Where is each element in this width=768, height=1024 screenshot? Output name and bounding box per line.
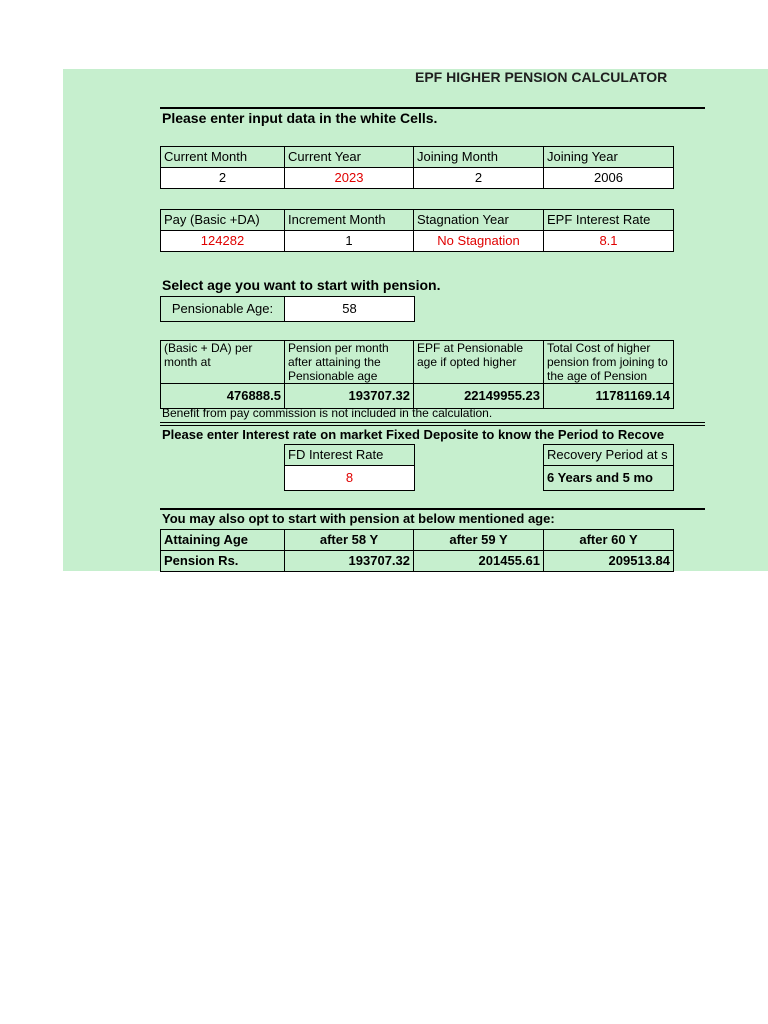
joining-month-input[interactable]: 2 — [414, 168, 544, 189]
page-title: EPF HIGHER PENSION CALCULATOR — [415, 69, 668, 85]
age-option-59: after 59 Y — [414, 530, 544, 551]
joining-year-header: Joining Year — [544, 147, 674, 168]
epf-at-pensionable-age-header: EPF at Pensionable age if opted higher — [414, 341, 544, 384]
instruction-text: Please enter input data in the white Cells. — [162, 110, 438, 126]
note-text: Benefit from pay commission is not included in the calculation. — [162, 406, 493, 420]
age-prompt: Select age you want to start with pension. — [162, 277, 441, 293]
results-table — [160, 340, 674, 409]
divider — [160, 107, 705, 109]
recovery-period-value: 6 Years and 5 mo — [544, 466, 674, 491]
recovery-period-header: Recovery Period at s — [544, 445, 674, 466]
joining-month-header: Joining Month — [414, 147, 544, 168]
attaining-age-label: Attaining Age — [161, 530, 285, 551]
joining-year-input[interactable]: 2006 — [544, 168, 674, 189]
current-year-input[interactable]: 2023 — [285, 168, 414, 189]
fd-prompt: Please enter Interest rate on market Fixed Deposite to know the Period to Recove — [162, 427, 665, 442]
pension-per-month-header: Pension per month after attaining the Pensionable age — [285, 341, 414, 384]
stagnation-year-header: Stagnation Year — [414, 210, 544, 231]
current-year-header: Current Year — [285, 147, 414, 168]
options-prompt: You may also opt to start with pension at below mentioned age: — [162, 511, 555, 526]
epf-interest-rate-input[interactable]: 8.1 — [544, 231, 674, 252]
pension-rs-label: Pension Rs. — [161, 551, 285, 572]
current-month-header: Current Month — [161, 147, 285, 168]
divider — [160, 422, 705, 423]
pension-option-58: 193707.32 — [285, 551, 414, 572]
total-cost-header: Total Cost of higher pension from joining to the age of Pension — [544, 341, 674, 384]
pensionable-age-label: Pensionable Age: — [161, 297, 285, 322]
increment-month-header: Increment Month — [285, 210, 414, 231]
epf-interest-rate-header: EPF Interest Rate — [544, 210, 674, 231]
epf-at-pensionable-age-value: 22149955.23 — [414, 384, 544, 409]
divider — [160, 508, 705, 510]
recovery-table — [543, 444, 674, 491]
pensionable-age-table — [160, 296, 415, 322]
pay-input-table — [160, 209, 674, 252]
fd-table — [284, 444, 415, 491]
pension-option-60: 209513.84 — [544, 551, 674, 572]
date-input-table — [160, 146, 674, 189]
basic-da-header: (Basic + DA) per month at — [161, 341, 285, 384]
increment-month-input[interactable]: 1 — [285, 231, 414, 252]
fd-interest-rate-input[interactable]: 8 — [285, 466, 415, 491]
divider — [160, 425, 705, 426]
total-cost-value: 11781169.14 — [544, 384, 674, 409]
pensionable-age-input[interactable]: 58 — [285, 297, 415, 322]
stagnation-year-select[interactable]: No Stagnation — [414, 231, 544, 252]
age-option-58: after 58 Y — [285, 530, 414, 551]
pay-header: Pay (Basic +DA) — [161, 210, 285, 231]
current-month-input[interactable]: 2 — [161, 168, 285, 189]
basic-da-value: 476888.5 — [161, 384, 285, 409]
options-table — [160, 529, 674, 572]
pension-per-month-value: 193707.32 — [285, 384, 414, 409]
fd-interest-rate-header: FD Interest Rate — [285, 445, 415, 466]
age-option-60: after 60 Y — [544, 530, 674, 551]
pay-input[interactable]: 124282 — [161, 231, 285, 252]
pension-option-59: 201455.61 — [414, 551, 544, 572]
